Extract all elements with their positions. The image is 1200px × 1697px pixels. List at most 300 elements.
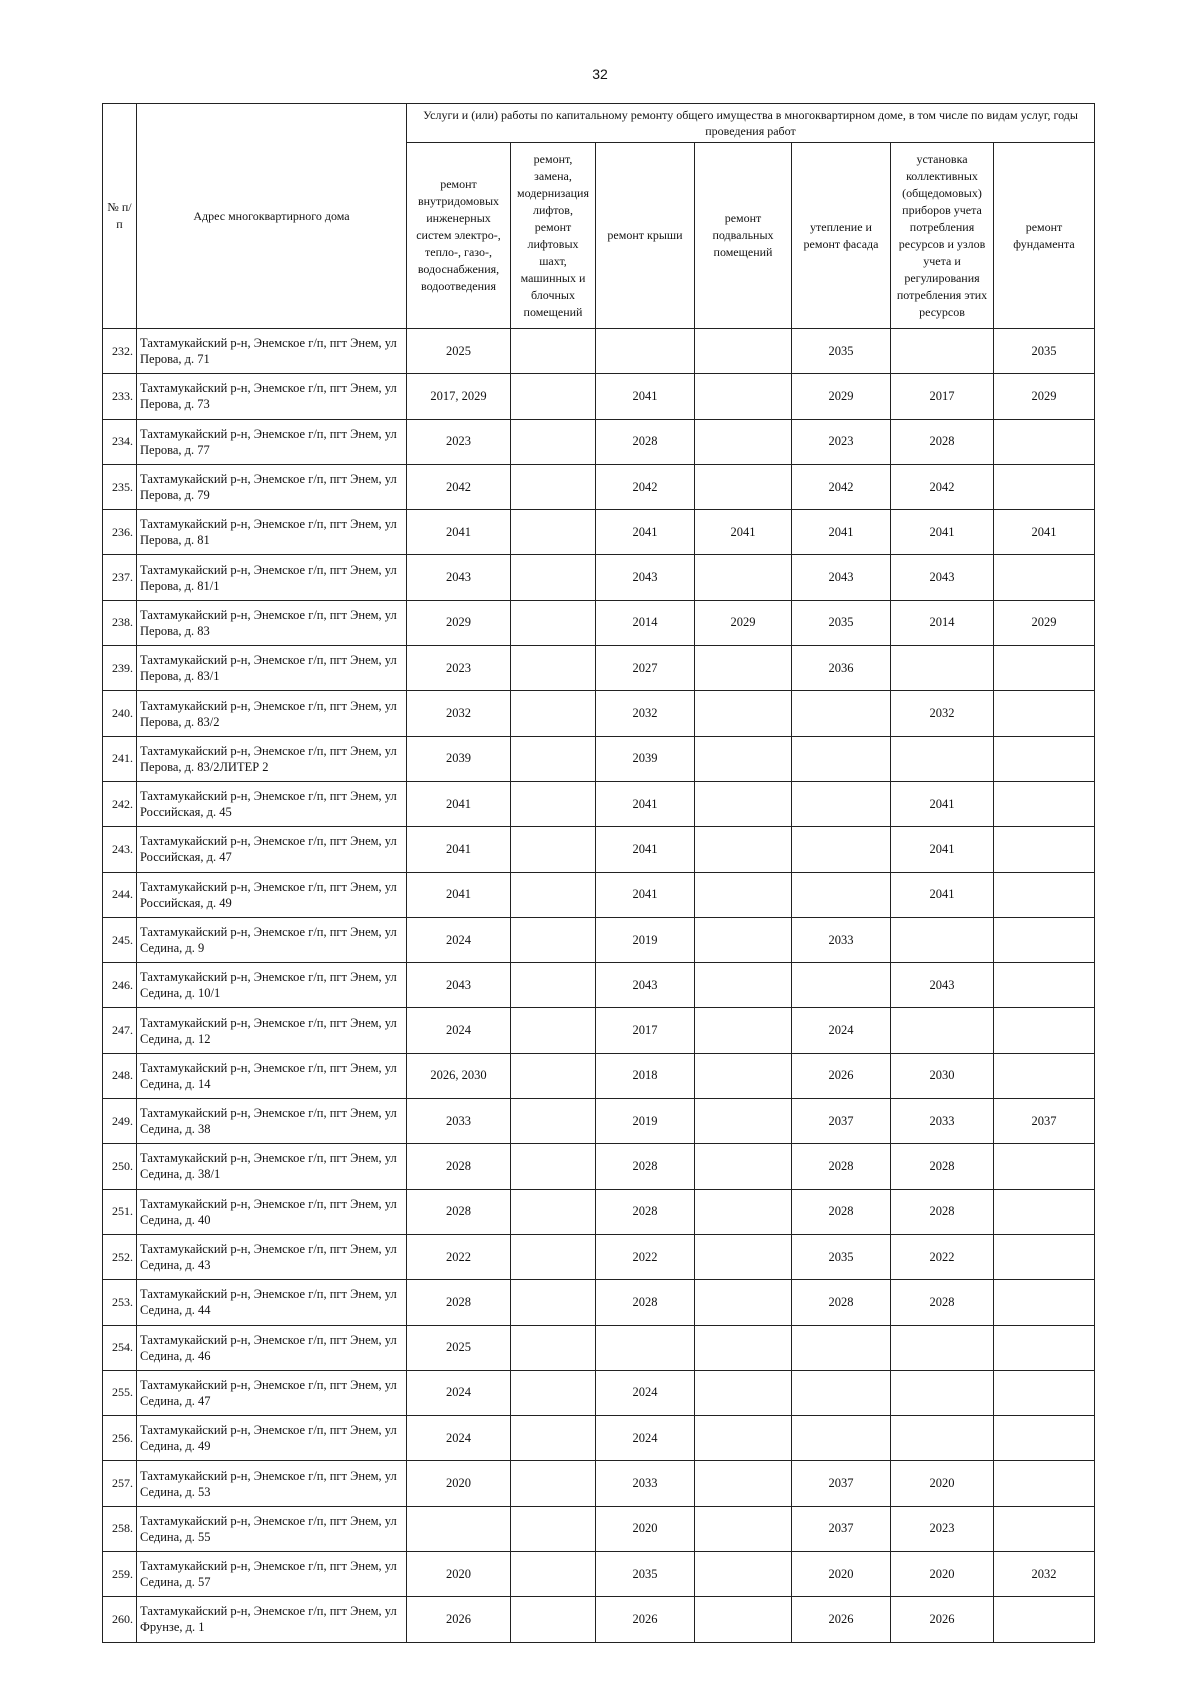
row-year-cell [994, 1144, 1095, 1189]
row-address: Тахтамукайский р-н, Энемское г/п, пгт Энем, ул Седина, д. 46 [137, 1325, 407, 1370]
table-row [103, 1099, 1095, 1144]
row-year-cell: 2041 [407, 510, 511, 555]
row-year-cell [511, 1099, 596, 1144]
header-address: Адрес многоквартирного дома [137, 104, 407, 329]
row-year-cell: 2028 [891, 1280, 994, 1325]
row-year-cell: 2014 [891, 600, 994, 645]
table-row [103, 963, 1095, 1008]
row-year-cell: 2026 [792, 1053, 891, 1098]
row-year-cell [695, 329, 792, 374]
row-year-cell: 2028 [407, 1280, 511, 1325]
row-year-cell [695, 781, 792, 826]
row-number: 251. [103, 1189, 137, 1234]
row-year-cell [695, 1416, 792, 1461]
row-year-cell: 2017 [596, 1008, 695, 1053]
row-year-cell: 2041 [994, 510, 1095, 555]
header-col-roof: ремонт крыши [596, 143, 695, 329]
row-year-cell [695, 1552, 792, 1597]
row-year-cell [695, 555, 792, 600]
row-year-cell [792, 1325, 891, 1370]
row-year-cell: 2037 [792, 1099, 891, 1144]
row-year-cell [994, 963, 1095, 1008]
row-year-cell [695, 917, 792, 962]
row-year-cell: 2041 [596, 781, 695, 826]
table-row [103, 646, 1095, 691]
row-year-cell: 2041 [407, 827, 511, 872]
row-year-cell: 2026 [891, 1597, 994, 1642]
row-number: 244. [103, 872, 137, 917]
row-year-cell: 2039 [407, 736, 511, 781]
row-year-cell: 2043 [891, 963, 994, 1008]
table-row [103, 691, 1095, 736]
row-year-cell: 2014 [596, 600, 695, 645]
row-year-cell: 2041 [695, 510, 792, 555]
row-year-cell [792, 872, 891, 917]
row-address: Тахтамукайский р-н, Энемское г/п, пгт Энем, ул Перова, д. 81 [137, 510, 407, 555]
row-year-cell: 2032 [994, 1552, 1095, 1597]
row-year-cell [511, 1370, 596, 1415]
row-year-cell: 2035 [792, 1234, 891, 1279]
row-year-cell [695, 1053, 792, 1098]
row-year-cell [511, 1053, 596, 1098]
row-year-cell [511, 1280, 596, 1325]
row-number: 239. [103, 646, 137, 691]
row-address: Тахтамукайский р-н, Энемское г/п, пгт Энем, ул Российская, д. 45 [137, 781, 407, 826]
table-row [103, 1008, 1095, 1053]
row-year-cell [891, 1370, 994, 1415]
row-year-cell [511, 691, 596, 736]
row-year-cell [511, 1189, 596, 1234]
row-year-cell [511, 963, 596, 1008]
row-year-cell: 2036 [792, 646, 891, 691]
row-number: 255. [103, 1370, 137, 1415]
row-number: 253. [103, 1280, 137, 1325]
row-number: 246. [103, 963, 137, 1008]
row-number: 245. [103, 917, 137, 962]
table-row [103, 1280, 1095, 1325]
row-year-cell: 2041 [891, 510, 994, 555]
row-year-cell: 2043 [596, 555, 695, 600]
row-address: Тахтамукайский р-н, Энемское г/п, пгт Энем, ул Перова, д. 71 [137, 329, 407, 374]
row-year-cell [511, 464, 596, 509]
row-year-cell: 2033 [596, 1461, 695, 1506]
repair-schedule-table [102, 103, 1095, 1643]
row-number: 260. [103, 1597, 137, 1642]
row-year-cell [792, 1416, 891, 1461]
table-row [103, 827, 1095, 872]
table-row [103, 781, 1095, 826]
row-year-cell [511, 1144, 596, 1189]
row-year-cell: 2028 [596, 1144, 695, 1189]
row-year-cell [994, 1370, 1095, 1415]
row-number: 243. [103, 827, 137, 872]
row-year-cell: 2041 [407, 781, 511, 826]
row-year-cell [695, 374, 792, 419]
row-year-cell [511, 1008, 596, 1053]
table-row [103, 374, 1095, 419]
header-col-facade: утепление и ремонт фасада [792, 143, 891, 329]
row-year-cell: 2033 [891, 1099, 994, 1144]
row-year-cell: 2037 [994, 1099, 1095, 1144]
row-number: 259. [103, 1552, 137, 1597]
row-year-cell: 2041 [792, 510, 891, 555]
row-year-cell [792, 827, 891, 872]
row-year-cell: 2029 [994, 374, 1095, 419]
row-year-cell [891, 1416, 994, 1461]
row-year-cell: 2024 [407, 1370, 511, 1415]
row-address: Тахтамукайский р-н, Энемское г/п, пгт Энем, ул Седина, д. 12 [137, 1008, 407, 1053]
header-col-engineering-systems: ремонт внутридомовых инженерных систем электро-, тепло-, газо-, водоснабжения, водоотведения [407, 143, 511, 329]
table-row [103, 1234, 1095, 1279]
row-year-cell: 2024 [596, 1416, 695, 1461]
row-year-cell [695, 691, 792, 736]
row-year-cell [994, 464, 1095, 509]
row-year-cell: 2029 [994, 600, 1095, 645]
row-year-cell: 2019 [596, 917, 695, 962]
row-year-cell: 2042 [407, 464, 511, 509]
row-address: Тахтамукайский р-н, Энемское г/п, пгт Энем, ул Перова, д. 79 [137, 464, 407, 509]
row-year-cell [511, 917, 596, 962]
table-row [103, 600, 1095, 645]
table-row [103, 1461, 1095, 1506]
row-year-cell [695, 1461, 792, 1506]
row-address: Тахтамукайский р-н, Энемское г/п, пгт Энем, ул Российская, д. 49 [137, 872, 407, 917]
table-row [103, 1053, 1095, 1098]
row-year-cell [695, 736, 792, 781]
row-year-cell [994, 1597, 1095, 1642]
row-number: 237. [103, 555, 137, 600]
row-year-cell: 2028 [596, 1189, 695, 1234]
row-number: 233. [103, 374, 137, 419]
row-address: Тахтамукайский р-н, Энемское г/п, пгт Энем, ул Седина, д. 9 [137, 917, 407, 962]
row-year-cell [994, 691, 1095, 736]
row-year-cell [891, 1008, 994, 1053]
row-year-cell [792, 1370, 891, 1415]
row-address: Тахтамукайский р-н, Энемское г/п, пгт Энем, ул Седина, д. 57 [137, 1552, 407, 1597]
row-year-cell: 2035 [792, 329, 891, 374]
row-year-cell [994, 419, 1095, 464]
row-address: Тахтамукайский р-н, Энемское г/п, пгт Энем, ул Седина, д. 47 [137, 1370, 407, 1415]
row-year-cell [695, 1597, 792, 1642]
row-address: Тахтамукайский р-н, Энемское г/п, пгт Энем, ул Седина, д. 55 [137, 1506, 407, 1551]
row-year-cell: 2024 [792, 1008, 891, 1053]
row-year-cell [994, 646, 1095, 691]
row-year-cell: 2017, 2029 [407, 374, 511, 419]
row-address: Тахтамукайский р-н, Энемское г/п, пгт Энем, ул Седина, д. 38 [137, 1099, 407, 1144]
row-year-cell [511, 600, 596, 645]
row-year-cell: 2028 [792, 1189, 891, 1234]
row-address: Тахтамукайский р-н, Энемское г/п, пгт Энем, ул Российская, д. 47 [137, 827, 407, 872]
row-year-cell: 2041 [596, 374, 695, 419]
row-year-cell: 2032 [407, 691, 511, 736]
row-number: 256. [103, 1416, 137, 1461]
row-year-cell: 2023 [792, 419, 891, 464]
page-number: 32 [592, 66, 608, 82]
row-year-cell: 2043 [407, 555, 511, 600]
row-year-cell: 2023 [407, 419, 511, 464]
row-year-cell [994, 1461, 1095, 1506]
row-year-cell [695, 1325, 792, 1370]
row-year-cell [511, 872, 596, 917]
row-year-cell [695, 1144, 792, 1189]
row-year-cell [695, 872, 792, 917]
row-year-cell [994, 1325, 1095, 1370]
row-year-cell: 2042 [792, 464, 891, 509]
row-year-cell: 2041 [891, 827, 994, 872]
row-address: Тахтамукайский р-н, Энемское г/п, пгт Энем, ул Седина, д. 49 [137, 1416, 407, 1461]
row-year-cell: 2027 [596, 646, 695, 691]
row-year-cell: 2029 [792, 374, 891, 419]
row-year-cell: 2022 [596, 1234, 695, 1279]
row-number: 236. [103, 510, 137, 555]
row-year-cell: 2035 [792, 600, 891, 645]
row-year-cell [695, 963, 792, 1008]
row-year-cell [511, 646, 596, 691]
table-row [103, 1325, 1095, 1370]
row-year-cell [511, 510, 596, 555]
row-year-cell [511, 1506, 596, 1551]
row-year-cell: 2024 [407, 1416, 511, 1461]
row-number: 241. [103, 736, 137, 781]
header-num: № п/п [103, 104, 137, 329]
row-year-cell [695, 827, 792, 872]
row-number: 257. [103, 1461, 137, 1506]
row-year-cell: 2020 [407, 1461, 511, 1506]
row-year-cell [792, 781, 891, 826]
row-year-cell [511, 1597, 596, 1642]
row-year-cell: 2041 [407, 872, 511, 917]
header-col-foundation: ремонт фундамента [994, 143, 1095, 329]
row-year-cell: 2042 [891, 464, 994, 509]
row-year-cell [994, 781, 1095, 826]
row-year-cell [994, 555, 1095, 600]
row-number: 248. [103, 1053, 137, 1098]
row-address: Тахтамукайский р-н, Энемское г/п, пгт Энем, ул Перова, д. 83/2ЛИТЕР 2 [137, 736, 407, 781]
row-year-cell: 2041 [891, 781, 994, 826]
row-year-cell [994, 1506, 1095, 1551]
row-address: Тахтамукайский р-н, Энемское г/п, пгт Энем, ул Седина, д. 40 [137, 1189, 407, 1234]
table-row [103, 1370, 1095, 1415]
header-col-elevators: ремонт, замена, модернизация лифтов, ремонт лифтовых шахт, машинных и блочных помещений [511, 143, 596, 329]
row-year-cell: 2037 [792, 1506, 891, 1551]
row-year-cell [994, 736, 1095, 781]
row-year-cell: 2035 [596, 1552, 695, 1597]
row-year-cell: 2020 [792, 1552, 891, 1597]
row-year-cell: 2043 [407, 963, 511, 1008]
row-year-cell: 2041 [596, 510, 695, 555]
table-row [103, 555, 1095, 600]
row-year-cell [695, 1280, 792, 1325]
table-row [103, 1144, 1095, 1189]
row-year-cell: 2043 [792, 555, 891, 600]
row-year-cell [994, 1280, 1095, 1325]
table-row [103, 1552, 1095, 1597]
header-col-meters: установка коллективных (общедомовых) приборов учета потребления ресурсов и узлов учета и регулирования потребления этих ресурсов [891, 143, 994, 329]
row-year-cell: 2030 [891, 1053, 994, 1098]
row-year-cell [511, 1416, 596, 1461]
table-header [103, 104, 1095, 329]
row-year-cell [994, 1234, 1095, 1279]
row-year-cell [695, 419, 792, 464]
table-row [103, 329, 1095, 374]
row-year-cell: 2041 [891, 872, 994, 917]
row-year-cell: 2043 [891, 555, 994, 600]
row-year-cell: 2037 [792, 1461, 891, 1506]
row-year-cell: 2042 [596, 464, 695, 509]
table-row [103, 736, 1095, 781]
row-year-cell: 2020 [596, 1506, 695, 1551]
row-year-cell [891, 1325, 994, 1370]
row-year-cell [596, 329, 695, 374]
row-year-cell [994, 1416, 1095, 1461]
row-year-cell [511, 1552, 596, 1597]
row-year-cell [511, 736, 596, 781]
row-year-cell: 2028 [596, 1280, 695, 1325]
row-year-cell: 2024 [407, 917, 511, 962]
row-address: Тахтамукайский р-н, Энемское г/п, пгт Энем, ул Перова, д. 73 [137, 374, 407, 419]
row-address: Тахтамукайский р-н, Энемское г/п, пгт Энем, ул Перова, д. 83/1 [137, 646, 407, 691]
row-year-cell [792, 736, 891, 781]
row-address: Тахтамукайский р-н, Энемское г/п, пгт Энем, ул Фрунзе, д. 1 [137, 1597, 407, 1642]
row-year-cell: 2028 [792, 1280, 891, 1325]
row-number: 238. [103, 600, 137, 645]
row-year-cell: 2028 [891, 1144, 994, 1189]
row-year-cell [891, 646, 994, 691]
row-address: Тахтамукайский р-н, Энемское г/п, пгт Энем, ул Перова, д. 81/1 [137, 555, 407, 600]
row-year-cell: 2026 [792, 1597, 891, 1642]
row-year-cell [695, 1099, 792, 1144]
table-row [103, 1189, 1095, 1234]
row-year-cell [994, 1053, 1095, 1098]
row-year-cell: 2018 [596, 1053, 695, 1098]
row-address: Тахтамукайский р-н, Энемское г/п, пгт Энем, ул Седина, д. 14 [137, 1053, 407, 1098]
row-year-cell: 2026 [407, 1597, 511, 1642]
row-year-cell [695, 1008, 792, 1053]
row-year-cell: 2024 [407, 1008, 511, 1053]
row-year-cell: 2041 [596, 827, 695, 872]
row-year-cell: 2026 [596, 1597, 695, 1642]
row-year-cell [792, 691, 891, 736]
row-year-cell [695, 646, 792, 691]
row-year-cell: 2043 [596, 963, 695, 1008]
row-number: 249. [103, 1099, 137, 1144]
row-year-cell [511, 1461, 596, 1506]
row-number: 240. [103, 691, 137, 736]
row-year-cell: 2020 [407, 1552, 511, 1597]
row-year-cell: 2033 [407, 1099, 511, 1144]
row-address: Тахтамукайский р-н, Энемское г/п, пгт Энем, ул Седина, д. 10/1 [137, 963, 407, 1008]
table-row [103, 872, 1095, 917]
row-year-cell: 2035 [994, 329, 1095, 374]
table-row [103, 1416, 1095, 1461]
table-row [103, 917, 1095, 962]
header-group: Услуги и (или) работы по капитальному ремонту общего имущества в многоквартирном доме, в том числе по видам услуг, годы проведения работ [407, 104, 1095, 143]
table-row [103, 1597, 1095, 1642]
row-number: 250. [103, 1144, 137, 1189]
row-year-cell [695, 1506, 792, 1551]
row-year-cell: 2032 [891, 691, 994, 736]
row-number: 254. [103, 1325, 137, 1370]
row-year-cell: 2020 [891, 1461, 994, 1506]
row-number: 234. [103, 419, 137, 464]
row-year-cell: 2026, 2030 [407, 1053, 511, 1098]
table-body [103, 329, 1095, 1643]
table-row [103, 464, 1095, 509]
header-col-basement: ремонт подвальных помещений [695, 143, 792, 329]
table-row [103, 510, 1095, 555]
row-year-cell [511, 374, 596, 419]
row-year-cell: 2024 [596, 1370, 695, 1415]
row-year-cell [511, 555, 596, 600]
row-number: 258. [103, 1506, 137, 1551]
row-year-cell: 2041 [596, 872, 695, 917]
row-year-cell [695, 1234, 792, 1279]
row-year-cell [891, 736, 994, 781]
row-address: Тахтамукайский р-н, Энемское г/п, пгт Энем, ул Седина, д. 38/1 [137, 1144, 407, 1189]
row-year-cell: 2029 [407, 600, 511, 645]
row-number: 235. [103, 464, 137, 509]
row-year-cell: 2022 [891, 1234, 994, 1279]
row-year-cell [511, 1325, 596, 1370]
row-year-cell [891, 329, 994, 374]
row-year-cell [994, 872, 1095, 917]
row-number: 247. [103, 1008, 137, 1053]
row-year-cell [511, 827, 596, 872]
row-year-cell [891, 917, 994, 962]
row-year-cell [695, 1370, 792, 1415]
row-number: 242. [103, 781, 137, 826]
row-year-cell [994, 1189, 1095, 1234]
row-number: 252. [103, 1234, 137, 1279]
table-row [103, 1506, 1095, 1551]
row-year-cell: 2029 [695, 600, 792, 645]
row-year-cell: 2025 [407, 329, 511, 374]
row-year-cell [511, 329, 596, 374]
row-year-cell [695, 464, 792, 509]
row-year-cell: 2028 [407, 1189, 511, 1234]
row-year-cell: 2028 [596, 419, 695, 464]
row-year-cell [596, 1325, 695, 1370]
row-year-cell: 2023 [407, 646, 511, 691]
row-year-cell: 2039 [596, 736, 695, 781]
row-year-cell: 2028 [891, 419, 994, 464]
row-year-cell [994, 917, 1095, 962]
row-address: Тахтамукайский р-н, Энемское г/п, пгт Энем, ул Перова, д. 83 [137, 600, 407, 645]
row-year-cell [511, 419, 596, 464]
row-year-cell [511, 1234, 596, 1279]
row-year-cell [695, 1189, 792, 1234]
row-year-cell [994, 1008, 1095, 1053]
row-year-cell: 2032 [596, 691, 695, 736]
row-year-cell: 2025 [407, 1325, 511, 1370]
row-year-cell: 2028 [891, 1189, 994, 1234]
row-year-cell: 2028 [792, 1144, 891, 1189]
row-year-cell [792, 963, 891, 1008]
row-year-cell [511, 781, 596, 826]
table-row [103, 419, 1095, 464]
row-year-cell: 2019 [596, 1099, 695, 1144]
row-year-cell: 2028 [407, 1144, 511, 1189]
row-number: 232. [103, 329, 137, 374]
row-address: Тахтамукайский р-н, Энемское г/п, пгт Энем, ул Перова, д. 77 [137, 419, 407, 464]
row-year-cell: 2023 [891, 1506, 994, 1551]
row-year-cell [407, 1506, 511, 1551]
row-address: Тахтамукайский р-н, Энемское г/п, пгт Энем, ул Седина, д. 53 [137, 1461, 407, 1506]
row-year-cell: 2033 [792, 917, 891, 962]
row-year-cell: 2022 [407, 1234, 511, 1279]
row-year-cell: 2020 [891, 1552, 994, 1597]
row-address: Тахтамукайский р-н, Энемское г/п, пгт Энем, ул Седина, д. 44 [137, 1280, 407, 1325]
